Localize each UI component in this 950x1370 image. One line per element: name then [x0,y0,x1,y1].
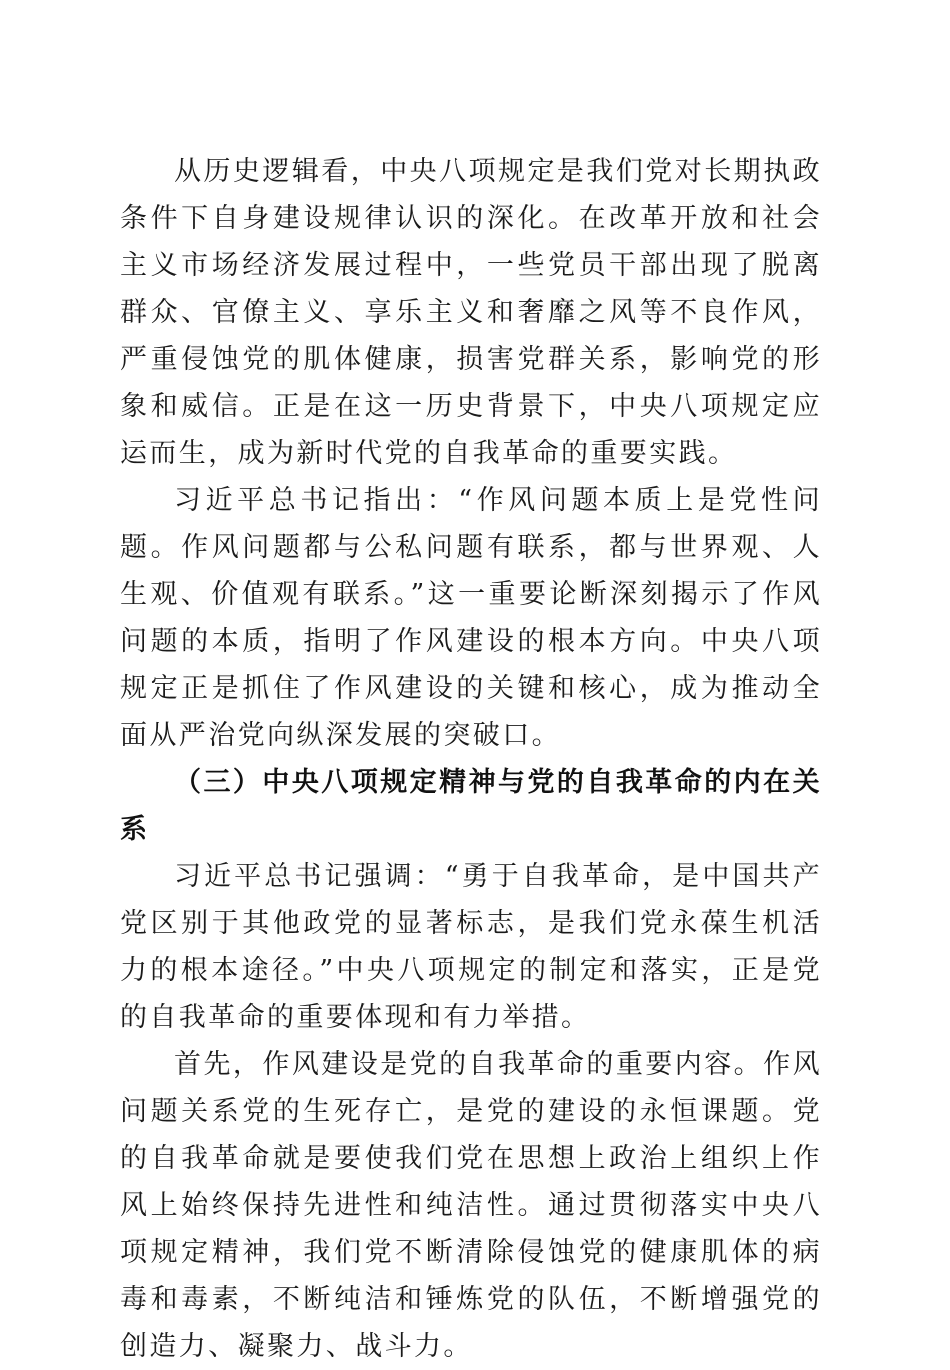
document-body [120,148,822,1370]
paragraph-self-revolution-quote: 习近平总书记强调：“勇于自我革命，是中国共产党区别于其他政党的显著标志，是我们党永葆生机活力的根本途径。”中央八项规定的制定和落实，正是党的自我革命的重要体现和有力举措。 [120,861,822,1033]
paragraph-xi-style-quote: 习近平总书记指出：“作风问题本质上是党性问题。作风问题都与公私问题有联系，都与世界观、人生观、价值观有联系。”这一重要论断深刻揭示了作风问题的本质，指明了作风建设的根本方向。中央八项规定正是抓住了作风建设的关键和核心，成为推动全面从严治党向纵深发展的突破口。 [120,485,822,751]
paragraph-firstly: 首先，作风建设是党的自我革命的重要内容。作风问题关系党的生死存亡，是党的建设的永恒课题。党的自我革命就是要使我们党在思想上政治上组织上作风上始终保持先进性和纯洁性。通过贯彻落实中央八项规定精神，我们党不断清除侵蚀党的健康肌体的病毒和毒素，不断纯洁和锤炼党的队伍，不断增强党的创造力、凝聚力、战斗力。 [120,1049,822,1362]
paragraph-historical-logic: 从历史逻辑看，中央八项规定是我们党对长期执政条件下自身建设规律认识的深化。在改革开放和社会主义市场经济发展过程中，一些党员干部出现了脱离群众、官僚主义、享乐主义和奢靡之风等不良作风，严重侵蚀党的肌体健康，损害党群关系，影响党的形象和威信。正是在这一历史背景下，中央八项规定应运而生，成为新时代党的自我革命的重要实践。 [120,156,822,469]
section-heading: （三）中央八项规定精神与党的自我革命的内在关系 [120,767,822,845]
